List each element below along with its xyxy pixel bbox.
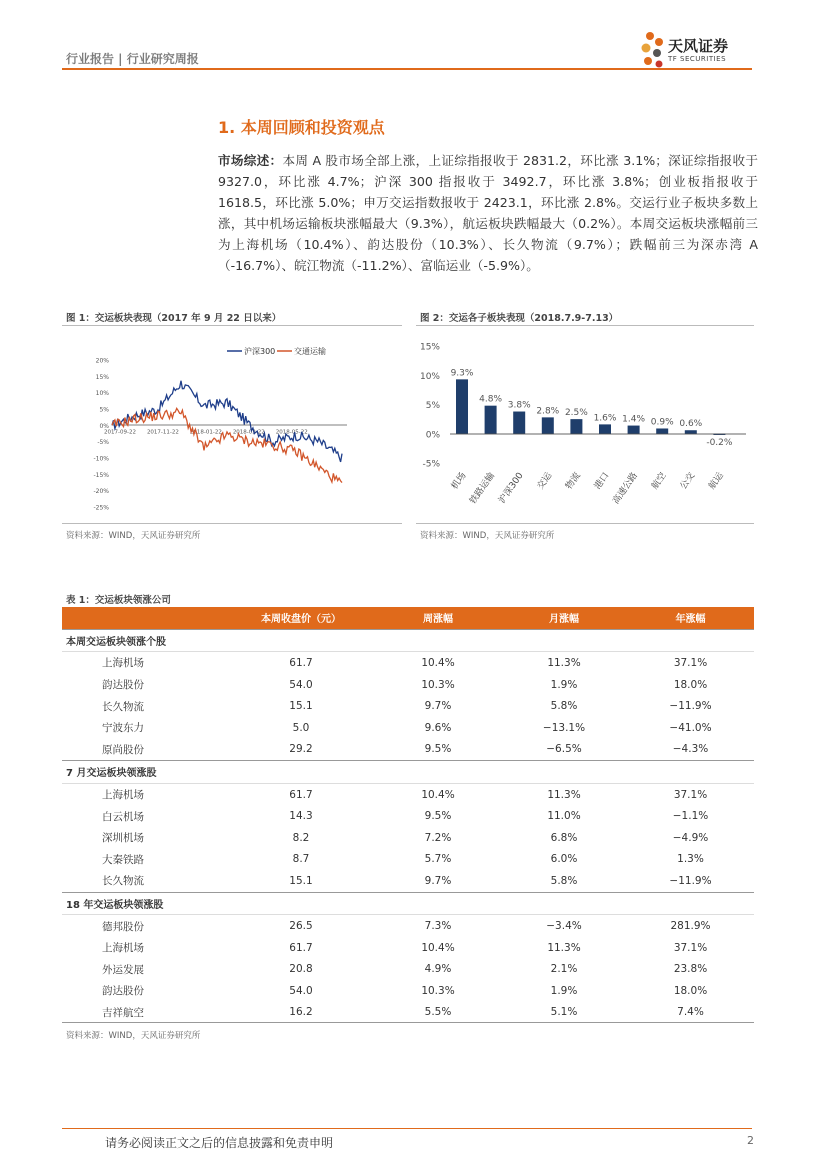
series-line-transport [112, 408, 342, 482]
bar-value-label: 1.6% [593, 413, 617, 424]
table-header-year: 年涨幅 [627, 607, 754, 629]
table-row [62, 849, 754, 871]
table-cell-value: 11.3% [547, 788, 581, 801]
table-header-name [62, 607, 227, 629]
bar-value-label: 4.8% [479, 394, 503, 405]
table-row [62, 915, 754, 937]
table-cell-value: 18.0% [673, 984, 708, 997]
y-tick-label: -5% [422, 459, 440, 470]
table-cell-value: 23.8% [673, 963, 708, 976]
table-cell-name: 长久物流 [102, 700, 144, 713]
legend-label-transport: 交通运输 [294, 347, 326, 356]
table-cell-value: 37.1% [673, 788, 708, 801]
y-tick-label: -5% [97, 439, 109, 447]
table-cell-value: 9.7% [424, 700, 452, 713]
table-row [62, 980, 754, 1002]
table-cell-value: 6.8% [550, 831, 578, 844]
table-cell-value: 18.0% [673, 678, 708, 691]
figure1-bottom-rule [62, 523, 402, 524]
table-source: 资料来源：WIND，天风证券研究所 [66, 1031, 201, 1041]
table-cell-value: −11.9% [669, 874, 712, 887]
bar-机场 [456, 379, 468, 433]
table-bottom-rule [62, 1022, 754, 1023]
figure2-source: 资料来源：WIND，天风证券研究所 [420, 531, 555, 541]
y-tick-label: 20% [95, 357, 109, 365]
bar-value-label: -0.2% [706, 437, 733, 448]
table-row [62, 959, 754, 981]
bar-value-label: 2.8% [536, 406, 560, 417]
table-cell-value: 5.1% [550, 1006, 578, 1019]
table-cell-name: 大秦铁路 [102, 853, 144, 866]
table-row [62, 870, 754, 892]
table-cell-name: 上海机场 [102, 942, 144, 955]
table-cell-name: 长久物流 [102, 875, 144, 888]
table-cell-value: 8.7 [292, 853, 310, 866]
table-cell-value: −11.9% [669, 700, 712, 713]
bar-交运 [542, 417, 554, 433]
bar-港口 [599, 424, 611, 433]
bar-沪深300 [513, 412, 525, 434]
figure1-line-chart [62, 330, 402, 520]
table-cell-value: 5.8% [550, 700, 578, 713]
category-label: 沪深300 [497, 470, 526, 506]
y-tick-label: 10% [419, 371, 440, 382]
table-group-label: 18 年交运板块领涨股 [62, 892, 754, 915]
table-group-label: 本周交运板块领涨个股 [62, 629, 754, 652]
figure1-source: 资料来源：WIND，天风证券研究所 [66, 531, 201, 541]
page-number: 2 [747, 1134, 754, 1147]
footer-divider [62, 1128, 752, 1129]
table-cell-value: 9.5% [424, 743, 452, 756]
table-row [62, 717, 754, 739]
table-cell-name: 上海机场 [102, 657, 144, 670]
table-cell-value: −41.0% [669, 721, 712, 734]
table-row [62, 674, 754, 696]
table-cell-value: 2.1% [550, 963, 578, 976]
company-logo-icon [640, 30, 666, 70]
table-cell-name: 德邦股份 [102, 920, 144, 933]
bar-value-label: 3.8% [507, 400, 531, 411]
table-cell-value: 20.8 [289, 963, 313, 976]
figure2-rule [416, 325, 754, 326]
category-label: 港口 [592, 470, 612, 492]
table-header-close: 本周收盘价（元） [227, 607, 375, 629]
table-header-week: 周涨幅 [375, 607, 501, 629]
table-row [62, 937, 754, 959]
bar-value-label: 2.5% [564, 408, 588, 419]
report-category: 行业报告 | 行业研究周报 [66, 52, 199, 66]
table-cell-value: 37.1% [673, 656, 708, 669]
table-cell-value: 15.1 [289, 874, 313, 887]
table-cell-value: 6.0% [550, 853, 578, 866]
y-tick-label: -25% [93, 504, 109, 512]
y-tick-label: 0% [425, 430, 440, 441]
table-cell-value: 7.3% [424, 920, 452, 933]
y-tick-label: 5% [99, 406, 109, 414]
table-cell-value: 61.7 [289, 788, 313, 801]
category-label: 机场 [449, 470, 469, 492]
table-cell-value: 61.7 [289, 656, 313, 669]
table-cell-name: 上海机场 [102, 789, 144, 802]
table-cell-value: 7.4% [677, 1006, 704, 1019]
table-cell-value: −3.4% [546, 920, 582, 933]
category-label: 高速公路 [611, 470, 641, 507]
market-summary-text: 本周 A 股市场全部上涨，上证综指报收于 2831.2，环比涨 3.1%；深证综指报收于 9327.0，环比涨 4.7%；沪深 300 指报收于 3492.7，环比涨 3.8%；创业板指报收于 1618.5，环比涨 5.0%；申万交运指数报收于 2423.1，环比涨 2.8%。交运行业子板块多数上涨，其中机场运输板块涨幅最大（9.3%），航运板块跌幅最大（0.2%）。本周交运板块涨幅前三为上海机场（10.4%）、韵达股份（10.3%）、长久物流（9.7%）；跌幅前三为深赤湾 A（-16.7%）、皖江物流（-11.2%）、富临运业（-5.9%）。 [218, 153, 758, 273]
category-label: 物流 [564, 470, 583, 492]
figure1-rule [62, 325, 402, 326]
leading-stocks-table [62, 607, 754, 1023]
table-cell-value: 5.8% [550, 874, 578, 887]
table-row [62, 805, 754, 827]
y-tick-label: 15% [419, 342, 440, 353]
table-cell-value: 10.4% [421, 656, 455, 669]
table-row [62, 827, 754, 849]
table-cell-value: 29.2 [289, 743, 313, 756]
table-cell-value: 15.1 [289, 700, 313, 713]
bar-公交 [685, 430, 697, 434]
table-cell-name: 韵达股份 [102, 985, 144, 998]
table-cell-value: 11.3% [547, 941, 581, 954]
table-cell-value: 61.7 [289, 941, 313, 954]
x-tick-label: 2017-09-22 [104, 429, 136, 436]
table-cell-value: 9.5% [424, 810, 452, 823]
table-cell-value: −1.1% [672, 810, 709, 823]
market-summary-lead: 市场综述： [218, 153, 283, 168]
table-cell-name: 吉祥航空 [102, 1006, 144, 1019]
table-row [62, 739, 754, 761]
table-cell-value: 1.9% [550, 984, 578, 997]
table-cell-value: 8.2 [292, 831, 310, 844]
y-tick-label: -15% [93, 471, 109, 479]
table-cell-value: 5.7% [424, 853, 452, 866]
table-row [62, 783, 754, 805]
table-header-row [62, 607, 754, 629]
bar-物流 [570, 419, 582, 434]
category-label: 航空 [650, 470, 669, 492]
table-cell-value: 11.3% [547, 656, 581, 669]
y-tick-label: 0% [99, 422, 109, 430]
figure2-bottom-rule [416, 523, 754, 524]
bar-铁路运输 [485, 406, 497, 434]
bar-航空 [656, 428, 668, 433]
x-tick-label: 2018-05-22 [275, 429, 308, 436]
table-cell-value: 4.9% [424, 963, 452, 976]
x-tick-label: 2018-03-22 [232, 429, 265, 436]
legend-label-hs300: 沪深300 [244, 347, 276, 356]
table-cell-value: 10.3% [421, 984, 455, 997]
table-cell-name: 白云机场 [102, 810, 144, 823]
table-cell-value: 14.3 [289, 810, 313, 823]
x-tick-label: 2017-11-22 [146, 429, 179, 436]
y-tick-label: 15% [95, 373, 109, 381]
y-tick-label: 5% [425, 401, 440, 411]
table-cell-value: 1.9% [550, 678, 578, 691]
table-cell-value: −4.9% [672, 831, 709, 844]
table-cell-value: 281.9% [670, 920, 711, 933]
table-header-month: 月涨幅 [501, 607, 627, 629]
table-group-row [62, 761, 754, 784]
figure1-title: 图 1：交运板块表现（2017 年 9 月 22 日以来） [66, 313, 282, 324]
x-tick-label: 2018-01-22 [189, 429, 222, 436]
table-cell-value: 1.3% [677, 853, 704, 866]
y-tick-label: 10% [95, 390, 109, 398]
category-label: 公交 [678, 470, 698, 492]
y-tick-label: -10% [93, 455, 109, 463]
table-cell-value: 54.0 [289, 984, 313, 997]
table-cell-value: 26.5 [289, 920, 313, 933]
table-row [62, 652, 754, 674]
table-cell-value: 9.6% [424, 721, 452, 734]
table-cell-name: 韵达股份 [102, 679, 144, 692]
table-cell-value: 10.4% [421, 788, 455, 801]
bar-value-label: 9.3% [450, 368, 474, 379]
table-cell-value: 11.0% [547, 810, 581, 823]
table-cell-value: 5.5% [424, 1006, 452, 1019]
table-row [62, 1002, 754, 1024]
section-title: 1. 本周回顾和投资观点 [218, 118, 385, 137]
table-cell-value: 16.2 [289, 1006, 313, 1019]
table-group-label: 7 月交运板块领涨股 [62, 761, 754, 784]
bar-value-label: 0.6% [679, 419, 703, 430]
figure2-bar-chart [416, 330, 754, 520]
category-label: 铁路运输 [468, 470, 498, 507]
table-cell-value: −13.1% [542, 721, 586, 734]
bar-value-label: 0.9% [650, 417, 674, 428]
table-cell-name: 深圳机场 [102, 832, 144, 845]
table-cell-value: 9.7% [424, 874, 452, 887]
bar-value-label: 1.4% [622, 414, 646, 425]
table-group-row [62, 629, 754, 652]
table-cell-value: 10.3% [421, 678, 455, 691]
figure2-title: 图 2：交运各子板块表现（2018.7.9-7.13） [420, 313, 619, 324]
series-line-hs300 [112, 381, 342, 462]
table-cell-value: −4.3% [672, 743, 709, 756]
category-label: 航运 [707, 470, 726, 492]
table-cell-value: 37.1% [673, 941, 708, 954]
company-logo-subtitle: TF SECURITIES [668, 55, 727, 63]
table-cell-value: 5.0 [292, 721, 310, 734]
table-cell-name: 宁波东力 [102, 722, 144, 735]
table-cell-value: 7.2% [424, 831, 452, 844]
table-group-row [62, 892, 754, 915]
table-cell-value: 10.4% [421, 941, 455, 954]
company-logo-name: 天风证券 [668, 37, 729, 55]
market-summary-paragraph [218, 150, 758, 276]
table-cell-value: 54.0 [289, 678, 313, 691]
bar-高速公路 [628, 426, 640, 434]
table-cell-name: 原尚股份 [102, 743, 144, 756]
table-cell-name: 外运发展 [102, 963, 144, 976]
footer-disclaimer: 请务必阅读正文之后的信息披露和免责申明 [105, 1136, 334, 1150]
table-cell-value: −6.5% [546, 743, 582, 756]
category-label: 交运 [535, 470, 555, 492]
table-row [62, 695, 754, 717]
y-tick-label: -20% [93, 488, 109, 496]
table-title: 表 1：交运板块领涨公司 [66, 595, 171, 606]
